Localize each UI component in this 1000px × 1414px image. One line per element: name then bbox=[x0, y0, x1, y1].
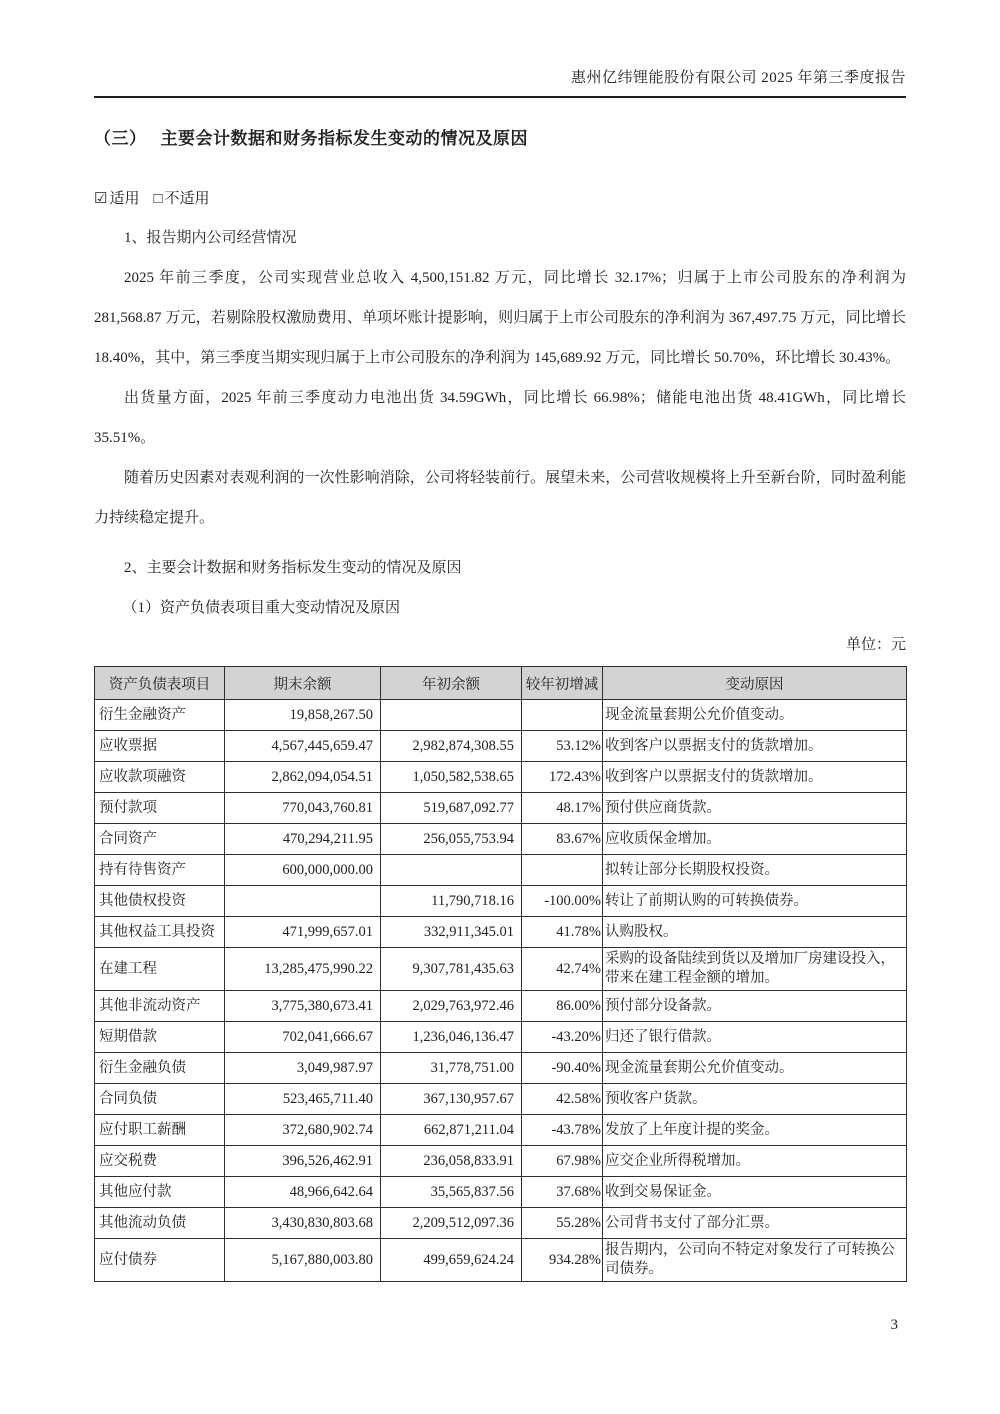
cell-begin-balance: 1,050,582,538.65 bbox=[381, 762, 522, 793]
applicable-label: 适用 bbox=[109, 191, 140, 207]
cell-item-name: 其他流动负债 bbox=[95, 1208, 225, 1239]
cell-change-reason: 应交企业所得税增加。 bbox=[603, 1146, 907, 1177]
section-title-index: （三） bbox=[94, 129, 147, 148]
cell-change-pct: 42.58% bbox=[522, 1084, 603, 1115]
cell-change-reason: 发放了上年度计提的奖金。 bbox=[603, 1115, 907, 1146]
section-title bbox=[94, 124, 906, 149]
sub1-heading: （1）资产负债表项目重大变动情况及原因 bbox=[122, 600, 401, 616]
cell-begin-balance: 31,778,751.00 bbox=[381, 1053, 522, 1084]
unit-label: 单位：元 bbox=[845, 637, 906, 653]
cell-change-pct: 42.74% bbox=[522, 948, 603, 991]
column-header-reason: 变动原因 bbox=[603, 667, 907, 700]
table-row bbox=[95, 855, 907, 886]
cell-begin-balance: 256,055,753.94 bbox=[381, 824, 522, 855]
table-row bbox=[95, 1115, 907, 1146]
cell-change-reason: 认购股权。 bbox=[603, 917, 907, 948]
cell-end-balance: 396,526,462.91 bbox=[225, 1146, 381, 1177]
cell-change-pct: 37.68% bbox=[522, 1177, 603, 1208]
section-title-text: 主要会计数据和财务指标发生变动的情况及原因 bbox=[160, 129, 528, 148]
cell-change-reason: 公司背书支付了部分汇票。 bbox=[603, 1208, 907, 1239]
cell-begin-balance: 332,911,345.01 bbox=[381, 917, 522, 948]
cell-change-pct bbox=[522, 855, 603, 886]
cell-change-pct: 53.12% bbox=[522, 731, 603, 762]
cell-change-reason: 收到交易保证金。 bbox=[603, 1177, 907, 1208]
cell-item-name: 应付职工薪酬 bbox=[95, 1115, 225, 1146]
cell-change-reason: 预收客户货款。 bbox=[603, 1084, 907, 1115]
balance-sheet-table bbox=[94, 666, 907, 1282]
cell-change-pct: 67.98% bbox=[522, 1146, 603, 1177]
cell-begin-balance: 35,565,837.56 bbox=[381, 1177, 522, 1208]
table-row bbox=[95, 1146, 907, 1177]
cell-begin-balance bbox=[381, 700, 522, 731]
cell-end-balance: 471,999,657.01 bbox=[225, 917, 381, 948]
cell-begin-balance: 11,790,718.16 bbox=[381, 886, 522, 917]
item2-heading: 2、主要会计数据和财务指标发生变动的情况及原因 bbox=[124, 560, 462, 576]
table-row bbox=[95, 1084, 907, 1115]
column-header-end-balance: 期末余额 bbox=[225, 667, 381, 700]
cell-begin-balance: 2,209,512,097.36 bbox=[381, 1208, 522, 1239]
cell-end-balance: 523,465,711.40 bbox=[225, 1084, 381, 1115]
table-row bbox=[95, 1053, 907, 1084]
cell-end-balance: 3,049,987.97 bbox=[225, 1053, 381, 1084]
checked-checkbox-icon: ☑ bbox=[94, 191, 108, 207]
cell-item-name: 衍生金融负债 bbox=[95, 1053, 225, 1084]
cell-item-name: 衍生金融资产 bbox=[95, 700, 225, 731]
cell-item-name: 应付债券 bbox=[95, 1239, 225, 1282]
cell-end-balance: 3,430,830,803.68 bbox=[225, 1208, 381, 1239]
cell-change-pct: 83.67% bbox=[522, 824, 603, 855]
table-row bbox=[95, 731, 907, 762]
column-header-begin-balance: 年初余额 bbox=[381, 667, 522, 700]
cell-change-reason: 预付供应商货款。 bbox=[603, 793, 907, 824]
cell-begin-balance: 367,130,957.67 bbox=[381, 1084, 522, 1115]
cell-item-name: 合同负债 bbox=[95, 1084, 225, 1115]
cell-begin-balance: 2,982,874,308.55 bbox=[381, 731, 522, 762]
cell-begin-balance: 1,236,046,136.47 bbox=[381, 1022, 522, 1053]
cell-change-pct: -43.20% bbox=[522, 1022, 603, 1053]
cell-end-balance bbox=[225, 886, 381, 917]
cell-end-balance: 5,167,880,003.80 bbox=[225, 1239, 381, 1282]
cell-item-name: 其他应付款 bbox=[95, 1177, 225, 1208]
cell-change-reason: 归还了银行借款。 bbox=[603, 1022, 907, 1053]
cell-change-pct: 48.17% bbox=[522, 793, 603, 824]
cell-change-reason: 拟转让部分长期股权投资。 bbox=[603, 855, 907, 886]
cell-item-name: 其他非流动资产 bbox=[95, 991, 225, 1022]
table-row bbox=[95, 700, 907, 731]
cell-change-pct: 172.43% bbox=[522, 762, 603, 793]
cell-change-reason: 现金流量套期公允价值变动。 bbox=[603, 1053, 907, 1084]
cell-change-reason: 收到客户以票据支付的货款增加。 bbox=[603, 731, 907, 762]
table-row bbox=[95, 917, 907, 948]
cell-end-balance: 470,294,211.95 bbox=[225, 824, 381, 855]
cell-end-balance: 3,775,380,673.41 bbox=[225, 991, 381, 1022]
cell-change-reason: 收到客户以票据支付的货款增加。 bbox=[603, 762, 907, 793]
not-applicable-label: 不适用 bbox=[164, 191, 210, 207]
item1-heading: 1、报告期内公司经营情况 bbox=[124, 230, 297, 246]
paragraph-operating-results: 2025 年前三季度，公司实现营业总收入 4,500,151.82 万元，同比增长 32.17%；归属于上市公司股东的净利润为 281,568.87 万元，若剔除股权激励费用、单项坏账计提影响，则归属于上市公司股东的净利润为 367,497.75 万元，同比增长 18.40%，其中，第三季度当期实现归属于上市公司股东的净利润为 145,689.92 万元，同比增长 50.70%，环比增长 30.43%。 bbox=[94, 270, 906, 366]
paragraph-outlook: 随着历史因素对表观利润的一次性影响消除，公司将轻装前行。展望未来，公司营收规模将上升至新台阶，同时盈利能力持续稳定提升。 bbox=[94, 470, 906, 526]
cell-change-pct: -43.78% bbox=[522, 1115, 603, 1146]
cell-end-balance: 770,043,760.81 bbox=[225, 793, 381, 824]
cell-change-pct: 55.28% bbox=[522, 1208, 603, 1239]
cell-end-balance: 600,000,000.00 bbox=[225, 855, 381, 886]
cell-end-balance: 19,858,267.50 bbox=[225, 700, 381, 731]
cell-end-balance: 4,567,445,659.47 bbox=[225, 731, 381, 762]
cell-change-pct: -90.40% bbox=[522, 1053, 603, 1084]
paragraph-shipments: 出货量方面，2025 年前三季度动力电池出货 34.59GWh，同比增长 66.98%；储能电池出货 48.41GWh，同比增长 35.51%。 bbox=[94, 390, 906, 446]
cell-change-pct: 41.78% bbox=[522, 917, 603, 948]
cell-change-reason: 报告期内，公司向不特定对象发行了可转换公司债券。 bbox=[603, 1239, 907, 1282]
table-row bbox=[95, 991, 907, 1022]
cell-item-name: 短期借款 bbox=[95, 1022, 225, 1053]
cell-begin-balance: 2,029,763,972.46 bbox=[381, 991, 522, 1022]
cell-item-name: 合同资产 bbox=[95, 824, 225, 855]
table-header-row bbox=[95, 667, 907, 700]
cell-item-name: 预付款项 bbox=[95, 793, 225, 824]
unchecked-checkbox-icon: □ bbox=[153, 191, 163, 207]
cell-item-name: 应收票据 bbox=[95, 731, 225, 762]
applicability-line bbox=[94, 187, 906, 208]
cell-change-pct: -100.00% bbox=[522, 886, 603, 917]
table-row bbox=[95, 793, 907, 824]
cell-change-reason: 转让了前期认购的可转换债券。 bbox=[603, 886, 907, 917]
cell-begin-balance bbox=[381, 855, 522, 886]
table-row bbox=[95, 1177, 907, 1208]
cell-change-reason: 预付部分设备款。 bbox=[603, 991, 907, 1022]
cell-change-reason: 采购的设备陆续到货以及增加厂房建设投入，带来在建工程金额的增加。 bbox=[603, 948, 907, 991]
cell-end-balance: 372,680,902.74 bbox=[225, 1115, 381, 1146]
cell-end-balance: 48,966,642.64 bbox=[225, 1177, 381, 1208]
cell-begin-balance: 519,687,092.77 bbox=[381, 793, 522, 824]
cell-change-reason: 现金流量套期公允价值变动。 bbox=[603, 700, 907, 731]
table-row bbox=[95, 824, 907, 855]
column-header-item: 资产负债表项目 bbox=[95, 667, 225, 700]
table-row bbox=[95, 1239, 907, 1282]
table-row bbox=[95, 886, 907, 917]
cell-end-balance: 2,862,094,054.51 bbox=[225, 762, 381, 793]
column-header-change: 较年初增减 bbox=[522, 667, 603, 700]
cell-item-name: 在建工程 bbox=[95, 948, 225, 991]
cell-item-name: 其他债权投资 bbox=[95, 886, 225, 917]
cell-begin-balance: 499,659,624.24 bbox=[381, 1239, 522, 1282]
cell-begin-balance: 9,307,781,435.63 bbox=[381, 948, 522, 991]
cell-change-pct: 86.00% bbox=[522, 991, 603, 1022]
report-header bbox=[94, 66, 906, 98]
cell-item-name: 其他权益工具投资 bbox=[95, 917, 225, 948]
table-body bbox=[95, 700, 907, 1282]
table-row bbox=[95, 762, 907, 793]
table-row bbox=[95, 948, 907, 991]
cell-begin-balance: 662,871,211.04 bbox=[381, 1115, 522, 1146]
cell-change-pct: 934.28% bbox=[522, 1239, 603, 1282]
cell-item-name: 应收款项融资 bbox=[95, 762, 225, 793]
cell-end-balance: 702,041,666.67 bbox=[225, 1022, 381, 1053]
report-header-text: 惠州亿纬锂能股份有限公司 2025 年第三季度报告 bbox=[570, 70, 906, 86]
cell-change-pct bbox=[522, 700, 603, 731]
cell-begin-balance: 236,058,833.91 bbox=[381, 1146, 522, 1177]
table-row bbox=[95, 1208, 907, 1239]
cell-item-name: 持有待售资产 bbox=[95, 855, 225, 886]
cell-change-reason: 应收质保金增加。 bbox=[603, 824, 907, 855]
table-row bbox=[95, 1022, 907, 1053]
cell-item-name: 应交税费 bbox=[95, 1146, 225, 1177]
page-number: 3 bbox=[890, 1317, 898, 1333]
cell-end-balance: 13,285,475,990.22 bbox=[225, 948, 381, 991]
